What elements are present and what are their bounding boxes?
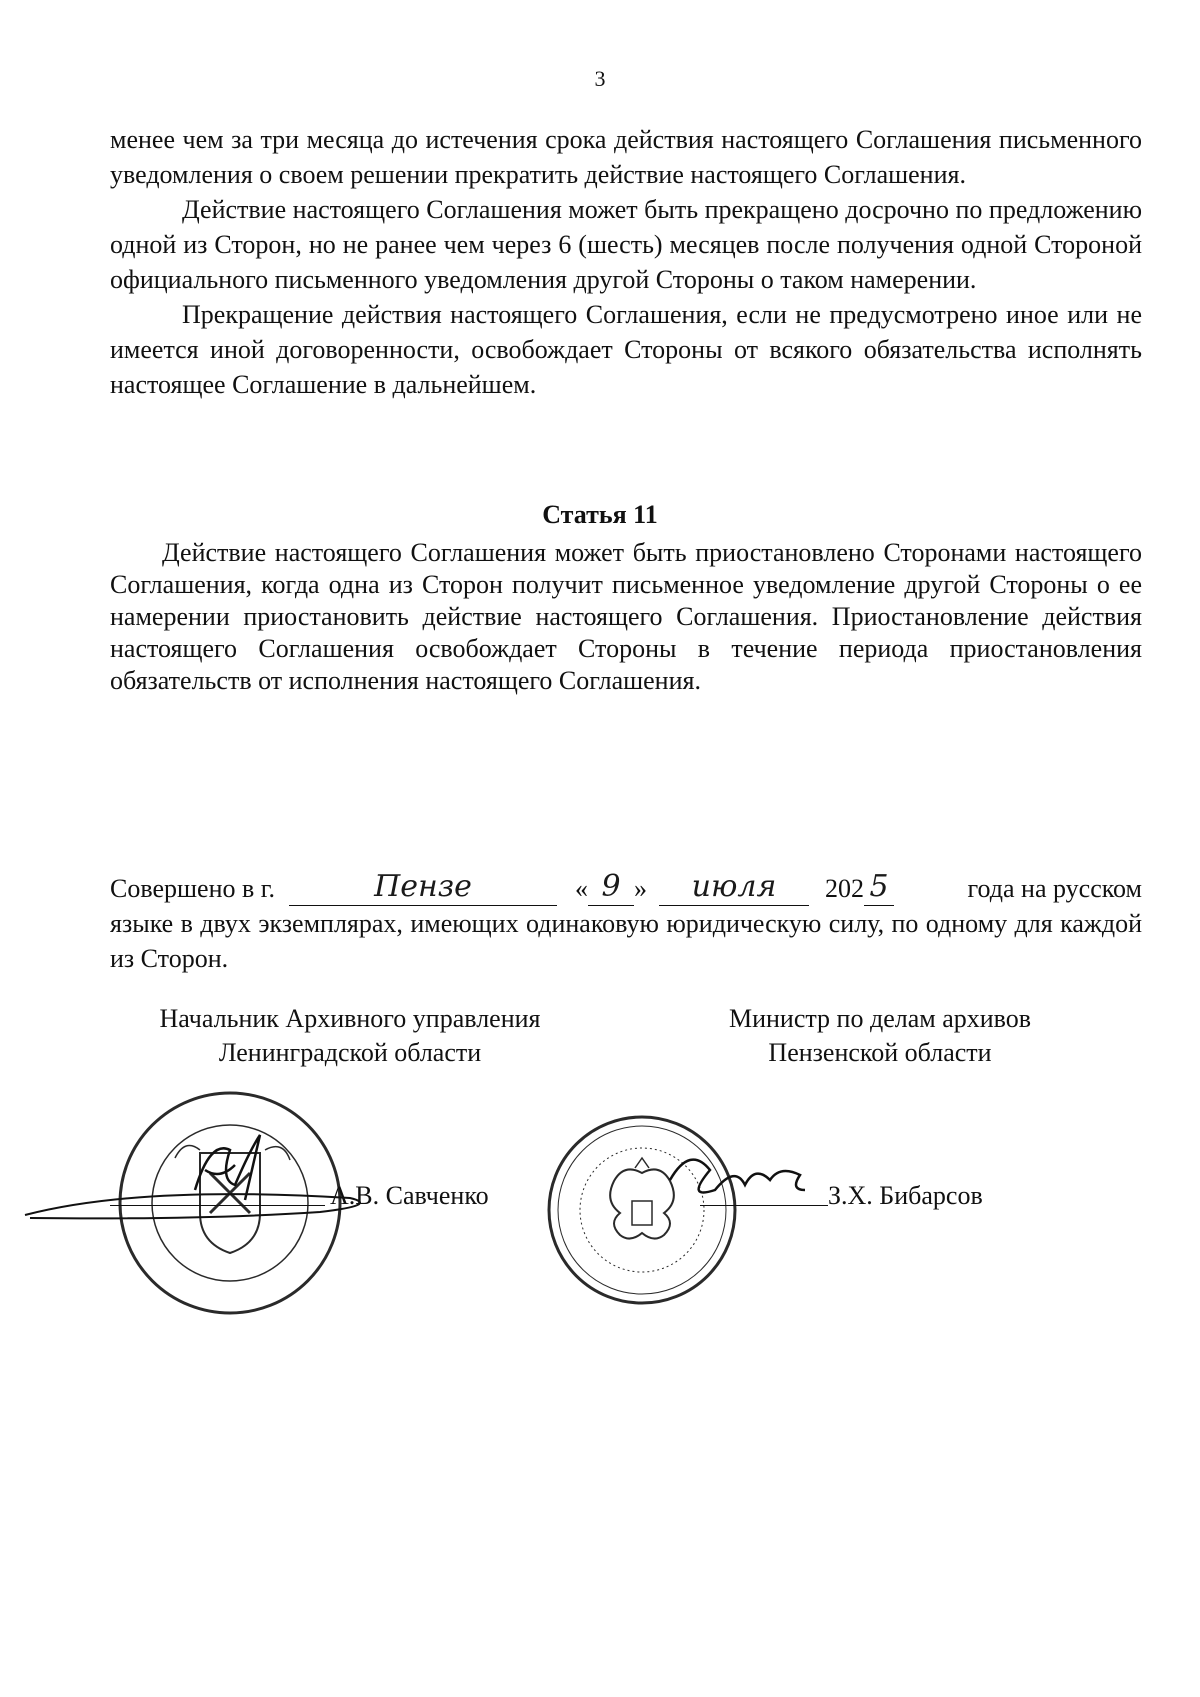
day-field [588,869,634,906]
right-title-line-2: Пензенской области [768,1038,992,1067]
left-signatory-title [130,1002,570,1070]
completion-rest: языке в двух экземплярах, имеющих одинаковую юридическую силу, по одному для каждой из Сторон. [110,909,1142,973]
left-signature-line [110,1205,325,1206]
year-field [864,869,894,906]
right-title-line-1: Министр по делам архивов [728,1004,1032,1033]
completion-line [110,871,1142,906]
month-field [659,869,809,906]
completion-clause [110,871,1142,976]
right-signatory-title [660,1002,1100,1070]
quote-open: « [575,874,588,903]
paragraph-3: Прекращение действия настоящего Соглашения, если не предусмотрено иное или не имеется иной договоренности, освобождает Стороны от всякого обязательства исполнять настоящее Соглашение в дальнейшем. [110,300,1142,399]
completion-prefix: Совершено в г. [110,874,275,903]
city-field [289,869,557,906]
left-signer-name: А.В. Савченко [330,1181,489,1210]
right-signature-icon [660,1140,840,1210]
left-title-line-1: Начальник Архивного управления [159,1004,541,1033]
paragraph-2: Действие настоящего Соглашения может быть прекращено досрочно по предложению одной из Сторон, но не ранее чем через 6 (шесть) месяцев после получения одной Стороной официального письменного уведомления другой Стороны о таком намерении. [110,195,1142,294]
day-handwritten: 9 [601,869,621,904]
right-signature-line [700,1205,828,1206]
article-11-text: Действие настоящего Соглашения может быть приостановлено Сторонами настоящего Соглашения, когда одна из Сторон получит письменное уведомление другой Стороны о ее намерении приостановить действие настоящего Соглашения. Приостановление действия настоящего Соглашения освобождает Стороны в течение периода приостановления обязательств от исполнения настоящего Соглашения. [110,538,1142,695]
article-heading: Статья 11 [542,500,658,529]
year-handwritten: 5 [869,869,889,904]
year-prefix: 202 [825,874,864,903]
left-signature-icon [20,1130,400,1230]
page-number: 3 [594,66,606,91]
month-handwritten: июля [691,869,777,904]
body-paragraphs [110,122,1142,402]
quote-close: » [634,874,647,903]
left-title-line-2: Ленинградской области [218,1038,482,1067]
paragraph-1: менее чем за три месяца до истечения срока действия настоящего Соглашения письменного уведомления о своем решении прекратить действие настоящего Соглашения. [110,125,1142,189]
right-signer-name: З.Х. Бибарсов [828,1181,983,1210]
completion-suffix: года на русском [967,874,1142,903]
city-handwritten: Пензе [374,869,472,904]
